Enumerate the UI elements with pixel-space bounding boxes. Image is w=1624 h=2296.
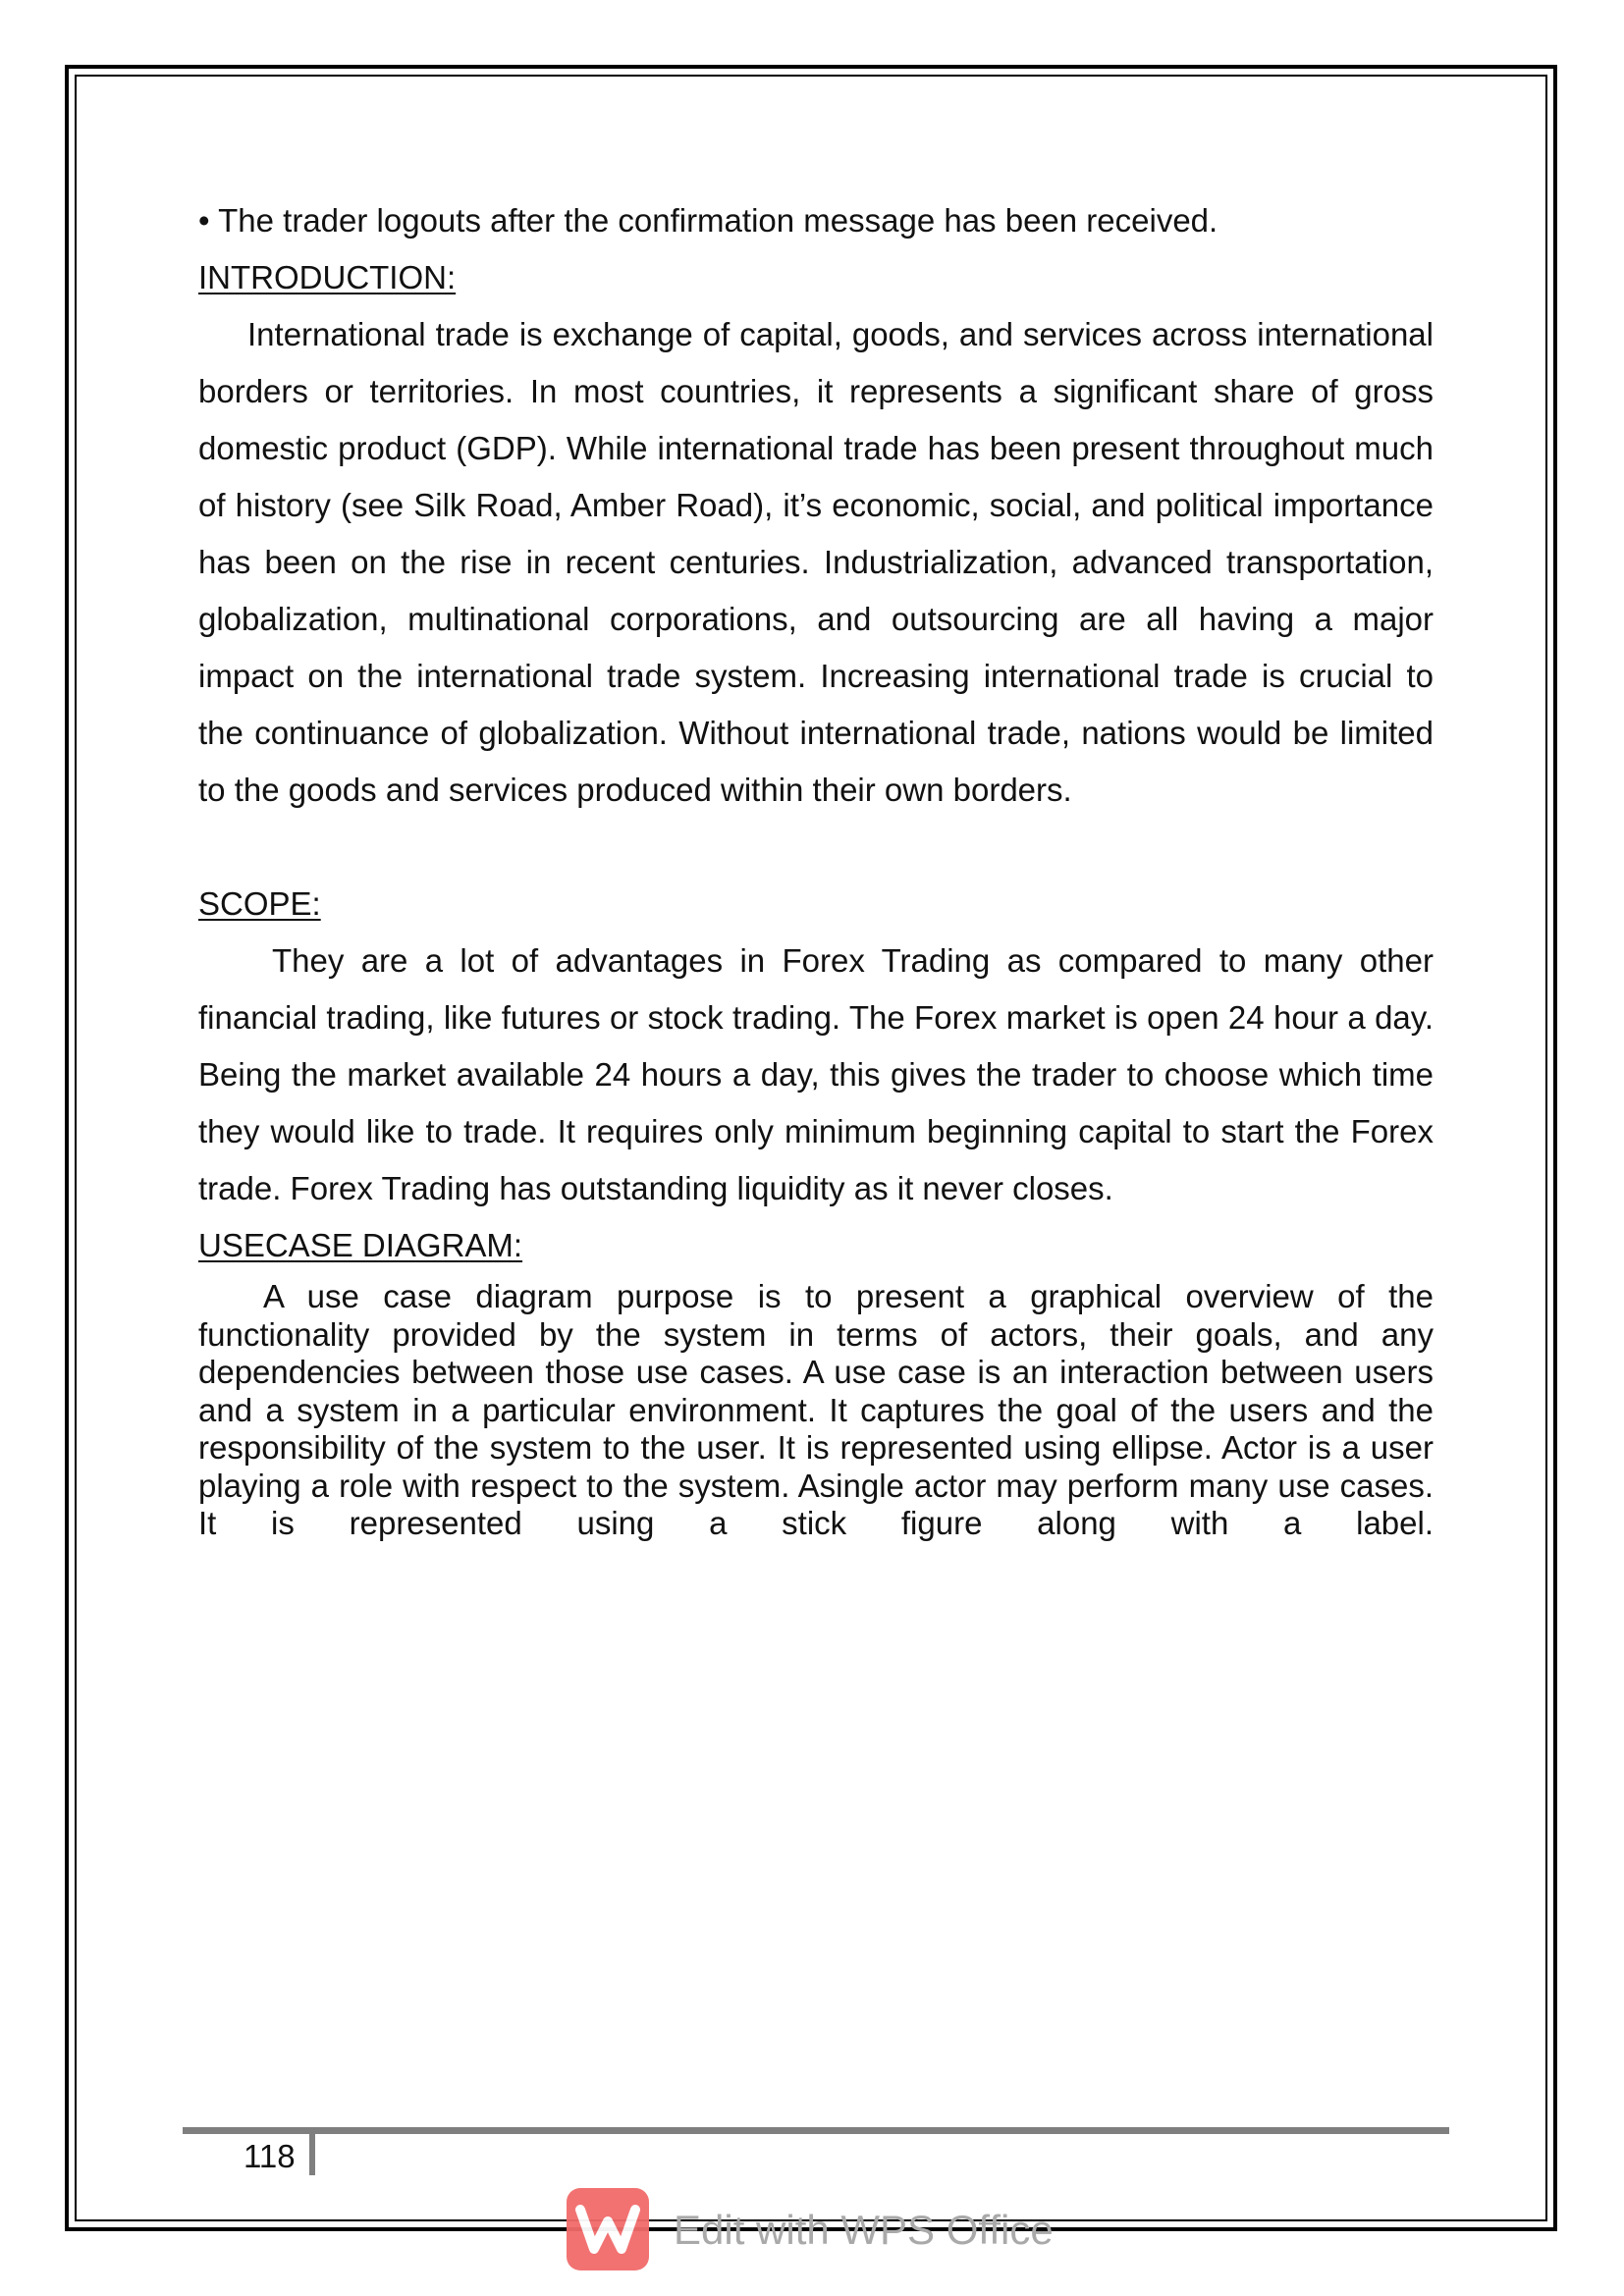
introduction-section xyxy=(198,249,1434,819)
footer-rule xyxy=(183,2127,1449,2134)
page-number: 118 xyxy=(244,2138,296,2174)
wps-logo-glyph xyxy=(567,2188,649,2270)
wps-office-logo-icon xyxy=(567,2188,649,2270)
usecase-section xyxy=(198,1217,1434,1543)
page-number-divider xyxy=(309,2134,315,2175)
usecase-heading: USECASE DIAGRAM: xyxy=(198,1227,523,1263)
scope-section xyxy=(198,876,1434,1217)
scope-heading: SCOPE: xyxy=(198,885,321,922)
bullet-item: • The trader logouts after the confirmation message has been received. xyxy=(198,202,1218,239)
usecase-paragraph: A use case diagram purpose is to present a graphical overview of the functionality provided by the system in terms of actors, their goals, and any dependencies between those use cases. A use case is an interaction between users and a system in a particular environment. It captures the goal of the users and the responsibility of the system to the user. It is represented using ellipse. Actor is a user playing a role with respect to the system. Asingle actor may perform many use cases. It is represented using a stick figure along with a label. xyxy=(198,1278,1434,1541)
scope-paragraph: They are a lot of advantages in Forex Trading as compared to many other financial trading, like futures or stock trading. The Forex market is open 24 hour a day. Being the market available 24 hours a day, this gives the trader to choose which time they would like to trade. It requires only minimum beginning capital to start the Forex trade. Forex Trading has outstanding liquidity as it never closes. xyxy=(198,942,1434,1206)
wps-watermark-text: Edit with WPS Office xyxy=(674,2207,1054,2253)
introduction-heading: INTRODUCTION: xyxy=(198,259,457,295)
section-spacer xyxy=(198,819,1434,876)
introduction-paragraph: International trade is exchange of capital, goods, and services across international borders or territories. In most countries, it represents a significant share of gross domestic product (GDP). While international trade has been present throughout much of history (see Silk Road, Amber Road), it’s economic, social, and political importance has been on the rise in recent centuries. Industrialization, advanced transportation, globalization, multinational corporations, and outsourcing are all having a major impact on the international trade system. Increasing international trade is crucial to the continuance of globalization. Without international trade, nations would be limited to the goods and services produced within their own borders. xyxy=(198,316,1434,808)
page-content xyxy=(198,192,1434,1543)
